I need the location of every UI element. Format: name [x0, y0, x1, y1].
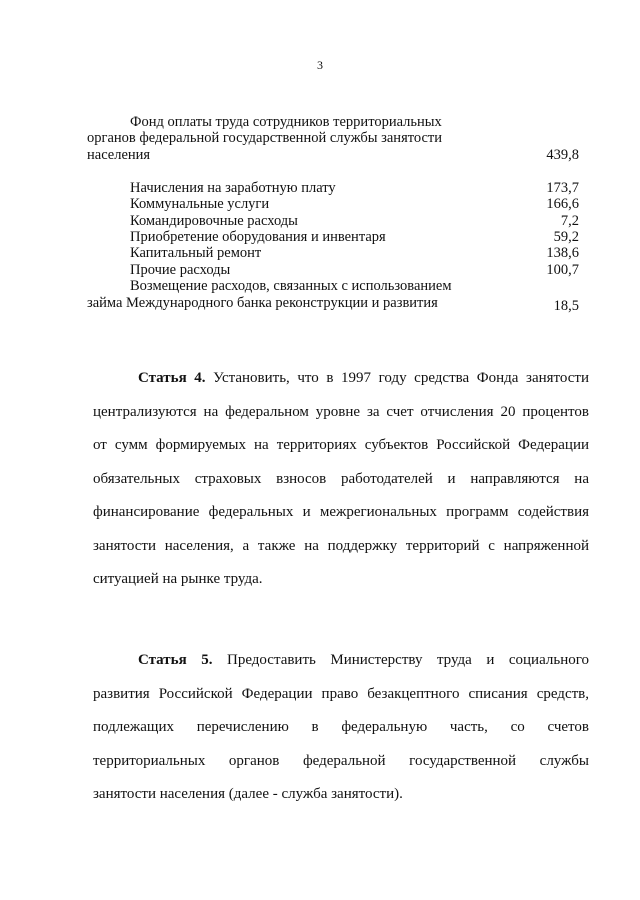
article-line: Статья 4. Установить, что в 1997 году средства Фонда занятости: [138, 370, 589, 386]
fund-value: 439,8: [546, 147, 579, 163]
article-line: централизуются на федеральном уровне за счет отчисления 20 процентов: [93, 403, 589, 420]
fund-label-line: органов федеральной государственной службы занятости: [87, 130, 443, 146]
article-line: от сумм формируемых на территориях субъектов Российской Федерации: [93, 437, 589, 453]
budget-item-label: Коммунальные услуги: [130, 196, 270, 212]
budget-item-label: Капитальный ремонт: [130, 245, 262, 261]
page-number: 3: [317, 58, 323, 72]
budget-item-value: 166,6: [546, 196, 579, 212]
article-line: занятости населения, а также на поддержку территорий с напряженной: [93, 537, 589, 554]
article-line: подлежащих перечислению в федеральную часть, со счетов: [93, 719, 589, 735]
loan-label-line: Возмещение расходов, связанных с использованием: [130, 278, 452, 294]
budget-item-value: 138,6: [546, 245, 579, 261]
loan-label-line: займа Международного банка реконструкции и развития: [87, 295, 438, 311]
article-line: развития Российской Федерации право безакцептного списания средств,: [93, 685, 589, 702]
article-heading: Статья 5.: [138, 652, 213, 668]
fund-label-line: населения: [87, 147, 151, 163]
article-line: территориальных органов федеральной государственной службы: [93, 752, 589, 769]
article-5: [93, 644, 589, 812]
article-line: ситуацией на рынке труда.: [93, 571, 263, 587]
loan-value: 18,5: [553, 298, 579, 314]
budget-item-label: Начисления на заработную плату: [130, 180, 336, 196]
article-line: обязательных страховых взносов работодателей и направляются на: [93, 470, 589, 487]
article-line: Статья 5. Предоставить Министерству труда и социального: [138, 652, 590, 668]
budget-item-label: Приобретение оборудования и инвентаря: [130, 229, 386, 245]
article-line: занятости населения (далее - служба занятости).: [93, 786, 403, 802]
article-line: финансирование федеральных и межрегиональных программ содействия: [93, 504, 589, 520]
budget-item-value: 173,7: [546, 180, 579, 196]
budget-item-label: Командировочные расходы: [130, 213, 298, 229]
fund-label-line: Фонд оплаты труда сотрудников территориальных: [130, 114, 442, 130]
article-heading: Статья 4.: [138, 370, 206, 386]
budget-item-value: 59,2: [553, 229, 579, 245]
budget-item-value: 7,2: [560, 213, 579, 229]
budget-item-label: Прочие расходы: [130, 262, 231, 278]
article-4: [93, 362, 589, 597]
budget-item-value: 100,7: [546, 262, 579, 278]
